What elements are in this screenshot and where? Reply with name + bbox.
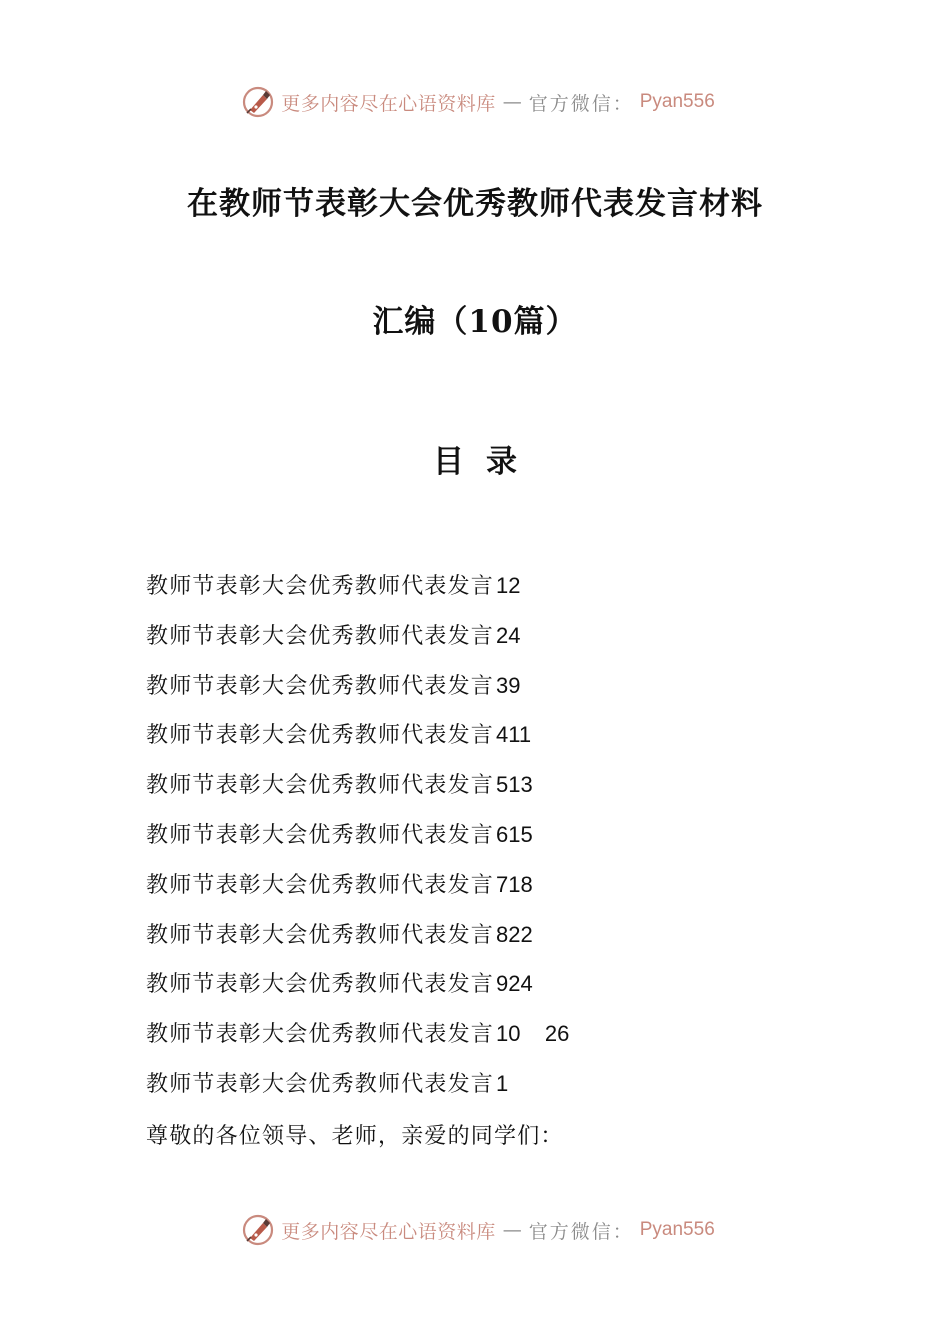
watermark-banner-top bbox=[0, 82, 950, 122]
toc-item[interactable] bbox=[146, 918, 846, 968]
toc-item-page: 513 bbox=[496, 772, 533, 798]
toc-item-text: 教师节表彰大会优秀教师代表发言 bbox=[146, 872, 495, 898]
toc-heading: 目录 bbox=[433, 444, 539, 480]
toc-item-page: 1 bbox=[496, 1070, 509, 1096]
watermark-wechat-label: 官方微信： bbox=[528, 1220, 634, 1243]
toc-item-text: 教师节表彰大会优秀教师代表发言 bbox=[146, 972, 495, 998]
pen-nib-logo-icon bbox=[241, 85, 275, 119]
toc-item-text: 教师节表彰大会优秀教师代表发言 bbox=[146, 1071, 495, 1097]
watermark-wechat-id: Pyan556 bbox=[639, 91, 715, 112]
watermark-wechat-label: 官方微信： bbox=[528, 92, 634, 115]
watermark-dash: — bbox=[502, 91, 522, 113]
document-title-line-1: 在教师节表彰大会优秀教师代表发言材料 bbox=[187, 186, 763, 222]
toc-item-text: 教师节表彰大会优秀教师代表发言 bbox=[146, 574, 495, 599]
toc-item[interactable] bbox=[146, 569, 846, 619]
body-greeting: 尊敬的各位领导、老师，亲爱的同学们： bbox=[146, 1124, 564, 1149]
watermark-banner-bottom bbox=[0, 1210, 950, 1250]
watermark-site-text: 更多内容尽在心语资料库 bbox=[281, 92, 496, 115]
toc-item[interactable] bbox=[146, 1017, 846, 1067]
toc-item[interactable] bbox=[146, 967, 846, 1017]
watermark-content bbox=[241, 85, 715, 119]
toc-item-text: 教师节表彰大会优秀教师代表发言 bbox=[146, 822, 495, 848]
toc-item[interactable] bbox=[146, 1067, 846, 1117]
toc-item[interactable] bbox=[146, 619, 846, 669]
toc-item[interactable] bbox=[146, 868, 846, 918]
toc-item-text: 教师节表彰大会优秀教师代表发言 bbox=[146, 1022, 495, 1048]
toc-item-page: 924 bbox=[496, 971, 533, 997]
toc-item-page: 718 bbox=[496, 871, 533, 897]
toc-item[interactable] bbox=[146, 718, 846, 768]
watermark-content bbox=[241, 1213, 715, 1247]
document-title-line-2: 汇编（10篇） bbox=[372, 304, 578, 340]
toc-item-page: 12 bbox=[496, 573, 521, 598]
watermark-site-text: 更多内容尽在心语资料库 bbox=[281, 1220, 496, 1243]
toc-item-page: 24 bbox=[496, 622, 521, 648]
toc-item-text: 教师节表彰大会优秀教师代表发言 bbox=[146, 623, 495, 649]
toc-item-text: 教师节表彰大会优秀教师代表发言 bbox=[146, 723, 495, 749]
toc-item[interactable] bbox=[146, 818, 846, 868]
pen-nib-logo-icon bbox=[241, 1213, 275, 1247]
toc-item-page: 411 bbox=[496, 722, 532, 748]
toc-item[interactable] bbox=[146, 669, 846, 719]
toc-item-text: 教师节表彰大会优秀教师代表发言 bbox=[146, 922, 495, 948]
toc-item-page: 822 bbox=[496, 921, 533, 947]
toc-item-page: 10 26 bbox=[496, 1021, 570, 1047]
watermark-wechat-id: Pyan556 bbox=[639, 1219, 715, 1240]
table-of-contents bbox=[146, 569, 846, 1117]
toc-item-page: 615 bbox=[496, 821, 533, 847]
watermark-dash: — bbox=[502, 1219, 522, 1241]
toc-item[interactable] bbox=[146, 768, 846, 818]
toc-item-page: 39 bbox=[496, 672, 521, 698]
toc-item-text: 教师节表彰大会优秀教师代表发言 bbox=[146, 673, 495, 699]
toc-item-text: 教师节表彰大会优秀教师代表发言 bbox=[146, 773, 495, 799]
